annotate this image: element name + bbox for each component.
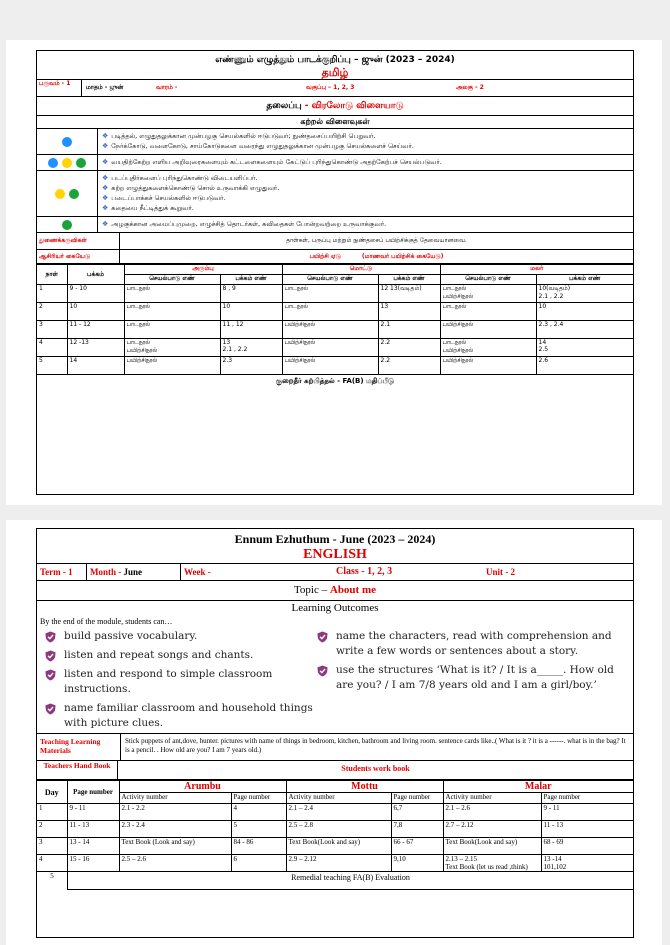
tamil-month: மாதம் - ஜுன் <box>86 84 124 91</box>
english-students-book: Students work book <box>341 764 410 773</box>
page-cell: 9 - 11 <box>67 804 119 821</box>
page-cell: 15 - 16 <box>67 855 119 872</box>
outcome-item <box>102 194 629 203</box>
page-cell: 11 - 12 <box>67 321 124 339</box>
table-row <box>37 838 633 855</box>
english-unit: Unit - 2 <box>486 567 515 577</box>
activity-cell: பயிற்சிநூல் <box>440 357 536 375</box>
diamond-bullet-icon: ❖ <box>102 174 109 182</box>
outcome-item <box>45 648 317 663</box>
level-dots <box>37 217 98 232</box>
english-meta-row <box>37 563 633 581</box>
tamil-footer: குறைதீர் கற்பித்தல் - FA(B) மதிப்பீடு <box>275 377 395 385</box>
activity-cell: பயிற்சிநூல் <box>282 321 378 339</box>
english-outcomes-left <box>45 629 317 733</box>
outcome-item <box>102 142 629 151</box>
page-number-cell: 10 <box>220 303 282 321</box>
day-cell: 1 <box>37 804 67 821</box>
tamil-day-header: நாள் <box>37 265 67 285</box>
activity-cell: 2.13 – 2.15 Text Book (let us read ,think) <box>443 855 541 872</box>
outcome-item <box>45 701 317 731</box>
tamil-topic <box>37 97 633 116</box>
day-cell: 3 <box>37 838 67 855</box>
activity-cell: பயிற்சிநூல் <box>282 357 378 375</box>
tamil-sub-page: பக்கம் எண் <box>220 275 282 285</box>
table-row <box>37 321 633 339</box>
table-row <box>37 285 633 303</box>
outcome-text: படித்தல், எழுதுதலுக்கான முன்பழகு செயல்களில் ஈடுபடுவர்; நுண்தசைப்பயிற்சி பெறுவர். <box>111 132 376 140</box>
check-shield-icon <box>317 631 328 643</box>
outcome-item <box>317 663 627 693</box>
english-sub-activity: Activity number <box>443 793 541 804</box>
table-row <box>37 855 633 872</box>
outcome-text: கதையை நீட்டித்துக் கூறுவர். <box>111 204 194 212</box>
page-number-cell: 66 - 67 <box>391 838 443 855</box>
outcome-text: use the structures ‘What is it? / It is a_____. How old are you? / I am 7/8 years old and I am a girl/boy.’ <box>336 664 614 691</box>
tamil-materials-value: தாள்கள், பருப்பு மற்றும் நுண்தசைப் பயிற்சிக்குத் தேவையானவை. <box>286 237 467 244</box>
tamil-week: வாரம் - <box>156 84 178 91</box>
english-title: Ennum Ezhuthum - June (2023 – 2024) <box>234 532 436 546</box>
check-shield-icon <box>45 669 56 681</box>
activity-cell: பாடநூல் <box>124 303 220 321</box>
page-number-cell: 11 , 12 <box>220 321 282 339</box>
tamil-book-row <box>37 250 633 264</box>
outcome-item <box>317 629 627 659</box>
activity-cell: 2.3 - 2.4 <box>119 821 231 838</box>
page-cell: 9 - 10 <box>67 285 124 303</box>
check-shield-icon <box>45 703 56 715</box>
tamil-unit: அலகு - 2 <box>456 84 484 91</box>
english-book-row <box>37 761 633 780</box>
english-teachers-book: Teachers Hand Book <box>37 761 118 779</box>
day-cell: 2 <box>37 821 67 838</box>
table-row <box>37 357 633 375</box>
english-frame <box>36 528 634 938</box>
outcome-item <box>102 132 629 141</box>
outcome-text: படைப்பாக்கச் செயல்களில் ஈடுபடுவர். <box>111 194 226 202</box>
activity-cell: Text Book (Look and say) <box>119 838 231 855</box>
page-number-cell: 4 <box>231 804 286 821</box>
activity-cell: Text Book(Look and say) <box>443 838 541 855</box>
tamil-outcome-groups <box>37 128 633 233</box>
outcome-item <box>102 204 629 213</box>
tamil-meta-row <box>37 79 633 97</box>
page-number-cell: 6 <box>231 855 286 872</box>
english-page <box>6 520 662 945</box>
page-number-cell: 10 <box>536 303 633 321</box>
diamond-bullet-icon: ❖ <box>102 158 109 166</box>
outcome-group <box>37 129 633 155</box>
english-week: Week - <box>184 567 211 577</box>
outcome-text: name familiar classroom and household things with picture clues. <box>64 702 313 729</box>
page-number-cell: 5 <box>231 821 286 838</box>
english-intro: By the end of the module, students can… <box>40 617 173 626</box>
activity-cell: பாடநூல் <box>124 285 220 303</box>
outcome-group <box>37 171 633 217</box>
outcome-text: வயதிற்கேற்ற எளிய அறிவுரைகளையும் கட்டளைகளையும் கேட்டுப் புரிந்துகொண்டு அதற்கேற்பச் செயல்படுவர். <box>111 158 442 166</box>
page-number-cell: 2.6 <box>536 357 633 375</box>
outcome-text: படப்புதிர்களைப் புரிந்துகொண்டு விடையளிப்பர். <box>111 174 258 182</box>
page-number-cell: 84 - 86 <box>231 838 286 855</box>
tamil-sub-activity: செயல்பாடு எண் <box>282 275 378 285</box>
diamond-bullet-icon: ❖ <box>102 184 109 192</box>
page-number-cell: 13 -14 101,102 <box>541 855 633 872</box>
outcome-text: build passive vocabulary. <box>64 630 198 642</box>
diamond-bullet-icon: ❖ <box>102 194 109 202</box>
level-dots <box>37 155 98 170</box>
activity-cell: 2.1 – 2.6 <box>443 804 541 821</box>
outcome-item <box>102 174 629 183</box>
diamond-bullet-icon: ❖ <box>102 204 109 212</box>
tamil-topic-value: - விரலோடு விளையாடு <box>304 101 404 111</box>
page-number-cell: 10(வடிதம்) 2.1 , 2.2 <box>536 285 633 303</box>
english-materials-label: Teaching Learning Materials <box>37 734 121 760</box>
page-number-cell: 2.3 , 2.4 <box>536 321 633 339</box>
outcome-item <box>102 184 629 193</box>
page-number-cell: 2.2 <box>378 357 440 375</box>
tamil-materials-label: துணைக்கருவிகள் <box>37 233 120 249</box>
check-shield-icon <box>45 650 56 662</box>
english-sub-page: Page number <box>541 793 633 804</box>
activity-cell: பாடநூல் <box>440 303 536 321</box>
outcome-text: listen and repeat songs and chants. <box>64 649 254 661</box>
check-shield-icon <box>45 631 56 643</box>
page-number-cell: 11 - 13 <box>541 821 633 838</box>
english-page-header: Page number <box>67 781 119 804</box>
page-cell: 10 <box>67 303 124 321</box>
activity-cell: 2.7 – 2.12 <box>443 821 541 838</box>
page-number-cell: 6,7 <box>391 804 443 821</box>
outcome-item <box>45 667 317 697</box>
diamond-bullet-icon: ❖ <box>102 220 109 228</box>
english-month-label: Month - <box>90 567 122 577</box>
english-materials-value: Stick puppets of ant,dove, hunter. pictures with name of things in bedroom, kitchen, bathroom and living room. sentence cards like..( What is it ? it is a ------. what is in the bag? It is a pencil. . How old are you? I am 7 years old.) <box>125 737 626 754</box>
page-cell: 11 - 13 <box>67 821 119 838</box>
tamil-term: பருவம் - 1 <box>37 80 82 96</box>
english-sub-page: Page number <box>231 793 286 804</box>
tamil-materials-row <box>37 233 633 250</box>
english-class: Class - 1, 2, 3 <box>336 566 393 577</box>
page-number-cell: 68 - 69 <box>541 838 633 855</box>
activity-cell: Text Book(Look and say) <box>286 838 391 855</box>
english-topic-label: Topic – <box>293 584 328 596</box>
outcome-item <box>45 629 317 644</box>
english-month <box>87 564 181 580</box>
tamil-group-header-3: மலர் <box>440 265 633 275</box>
page-cell: 12 -13 <box>67 339 124 357</box>
tamil-sub-page: பக்கம் எண் <box>536 275 633 285</box>
outcome-group <box>37 217 633 233</box>
tamil-title: எண்ணும் எழுத்தும் பாடக்குறிப்பு – ஜுன் (2023 – 2024) <box>215 55 455 65</box>
outcome-text: listen and respond to simple classroom instructions. <box>64 668 273 695</box>
english-schedule-table <box>37 780 633 872</box>
english-group-header-3: Malar <box>443 781 633 793</box>
page-number-cell: 9,10 <box>391 855 443 872</box>
tamil-class: வகுப்பு – 1, 2, 3 <box>306 84 355 91</box>
day-cell: 3 <box>37 321 67 339</box>
outcome-text: கற்ற எழுத்துகளைக்கொண்டு சொல் உருவாக்கி எழுதுவர். <box>111 184 280 192</box>
green-dot-icon <box>69 189 79 199</box>
tamil-group-header-1: அரும்பு <box>124 265 282 275</box>
outcome-text: name the characters, read with comprehension and write a few words or sentences about a story. <box>336 630 612 657</box>
outcome-item <box>102 220 629 229</box>
english-group-header-2: Mottu <box>286 781 443 793</box>
page-number-cell: 13 2.1 , 2.2 <box>220 339 282 357</box>
outcome-group <box>37 155 633 171</box>
tamil-book-note-2: (மாணவர் பயிற்சிக் கையேடு) <box>361 253 444 260</box>
activity-cell: பயிற்சிநூல் <box>124 357 220 375</box>
english-day-header: Day <box>37 781 67 804</box>
tamil-sub-activity: செயல்பாடு எண் <box>124 275 220 285</box>
english-day5: 5 <box>37 872 68 890</box>
activity-cell: 2.9 – 2.12 <box>286 855 391 872</box>
english-term: Term - 1 <box>37 564 87 580</box>
day-cell: 4 <box>37 339 67 357</box>
english-sub-activity: Activity number <box>119 793 231 804</box>
page-cell: 14 <box>67 357 124 375</box>
diamond-bullet-icon: ❖ <box>102 132 109 140</box>
activity-cell: பயிற்சிநூல் <box>440 321 536 339</box>
level-dots <box>37 171 98 216</box>
activity-cell: பயிற்சிநூல் <box>282 339 378 357</box>
tamil-sub-page: பக்கம் எண் <box>378 275 440 285</box>
english-outcomes-right <box>317 629 633 733</box>
page-number-cell: 9 - 11 <box>541 804 633 821</box>
tamil-frame <box>36 50 634 495</box>
outcome-item <box>102 158 629 167</box>
activity-cell: பாடநூல் <box>282 303 378 321</box>
page-number-cell: 2.2 <box>378 339 440 357</box>
english-topic-value: About me <box>329 584 377 596</box>
activity-cell: பாடநூல் பயிற்சிநூல் <box>440 285 536 303</box>
english-materials-row <box>37 733 633 761</box>
tamil-topic-label: தலைப்பு <box>266 101 302 111</box>
page-cell: 13 - 14 <box>67 838 119 855</box>
page-number-cell: 2.1 <box>378 321 440 339</box>
english-day5-row <box>37 872 633 890</box>
tamil-outcomes-title: கற்றல் விளைவுகள் <box>300 117 370 126</box>
yellow-dot-icon <box>55 189 65 199</box>
page-number-cell: 13 <box>378 303 440 321</box>
yellow-dot-icon <box>62 158 72 168</box>
table-row <box>37 339 633 357</box>
tamil-sub-activity: செயல்பாடு எண் <box>440 275 536 285</box>
tamil-page-header: பக்கம் <box>67 265 124 285</box>
day-cell: 4 <box>37 855 67 872</box>
tamil-book-note-1: பயிற்சி ஏடு <box>309 253 341 260</box>
activity-cell: பாடநூல் <box>282 285 378 303</box>
table-row <box>37 804 633 821</box>
tamil-group-header-2: மொட்டு <box>282 265 440 275</box>
check-shield-icon <box>317 665 328 677</box>
day-cell: 2 <box>37 303 67 321</box>
green-dot-icon <box>62 220 72 230</box>
page-number-cell: 7,8 <box>391 821 443 838</box>
english-sub-activity: Activity number <box>286 793 391 804</box>
diamond-bullet-icon: ❖ <box>102 142 109 150</box>
tamil-teacher-label: ஆசிரியர் கையேடு <box>37 250 120 263</box>
activity-cell: 2.1 – 2.4 <box>286 804 391 821</box>
page-number-cell: 8 , 9 <box>220 285 282 303</box>
day-cell: 5 <box>37 357 67 375</box>
day-cell: 1 <box>37 285 67 303</box>
english-sub-page: Page number <box>391 793 443 804</box>
page-number-cell: 12 13(வடிதம்) <box>378 285 440 303</box>
tamil-schedule-table <box>37 264 633 375</box>
outcome-text: அழகுக்கான அமைப்புமுறை, எழுச்சித் தொடர்கள், கவிதைகள் போன்றவற்றை உருவாக்குவர். <box>111 220 387 228</box>
english-outcomes-title: Learning Outcomes <box>291 602 379 614</box>
tamil-page <box>6 40 662 505</box>
english-outcomes <box>37 627 633 733</box>
english-month-value: June <box>123 567 143 577</box>
blue-dot-icon <box>48 158 58 168</box>
activity-cell: 2.5 – 2.6 <box>119 855 231 872</box>
outcome-text: நேர்க்கோடு, வளைகோடு, சாய்கோடுகளை வரைந்து எழுதுதலுக்கான முன்பழகு செயல்களைச் செய்வர். <box>111 142 414 150</box>
activity-cell: பாடநூல் பயிற்சிநூல் <box>124 339 220 357</box>
page-number-cell: 14 2.5 <box>536 339 633 357</box>
english-subject: ENGLISH <box>303 547 367 562</box>
activity-cell: பாடநூல் <box>124 321 220 339</box>
page-number-cell: 2.3 <box>220 357 282 375</box>
table-row <box>37 821 633 838</box>
green-dot-icon <box>76 158 86 168</box>
activity-cell: பாடநூல் பயிற்சிநூல் <box>440 339 536 357</box>
tamil-subject: தமிழ் <box>321 66 349 79</box>
tamil-book-note <box>120 250 633 263</box>
english-footer: Remedial teaching FA(B) Evaluation <box>68 872 633 890</box>
activity-cell: 2.5 – 2.8 <box>286 821 391 838</box>
english-group-header-1: Arumbu <box>119 781 286 793</box>
blue-dot-icon <box>62 137 72 147</box>
table-row <box>37 303 633 321</box>
english-topic <box>37 581 633 601</box>
level-dots <box>37 129 98 154</box>
activity-cell: 2.1 - 2.2 <box>119 804 231 821</box>
